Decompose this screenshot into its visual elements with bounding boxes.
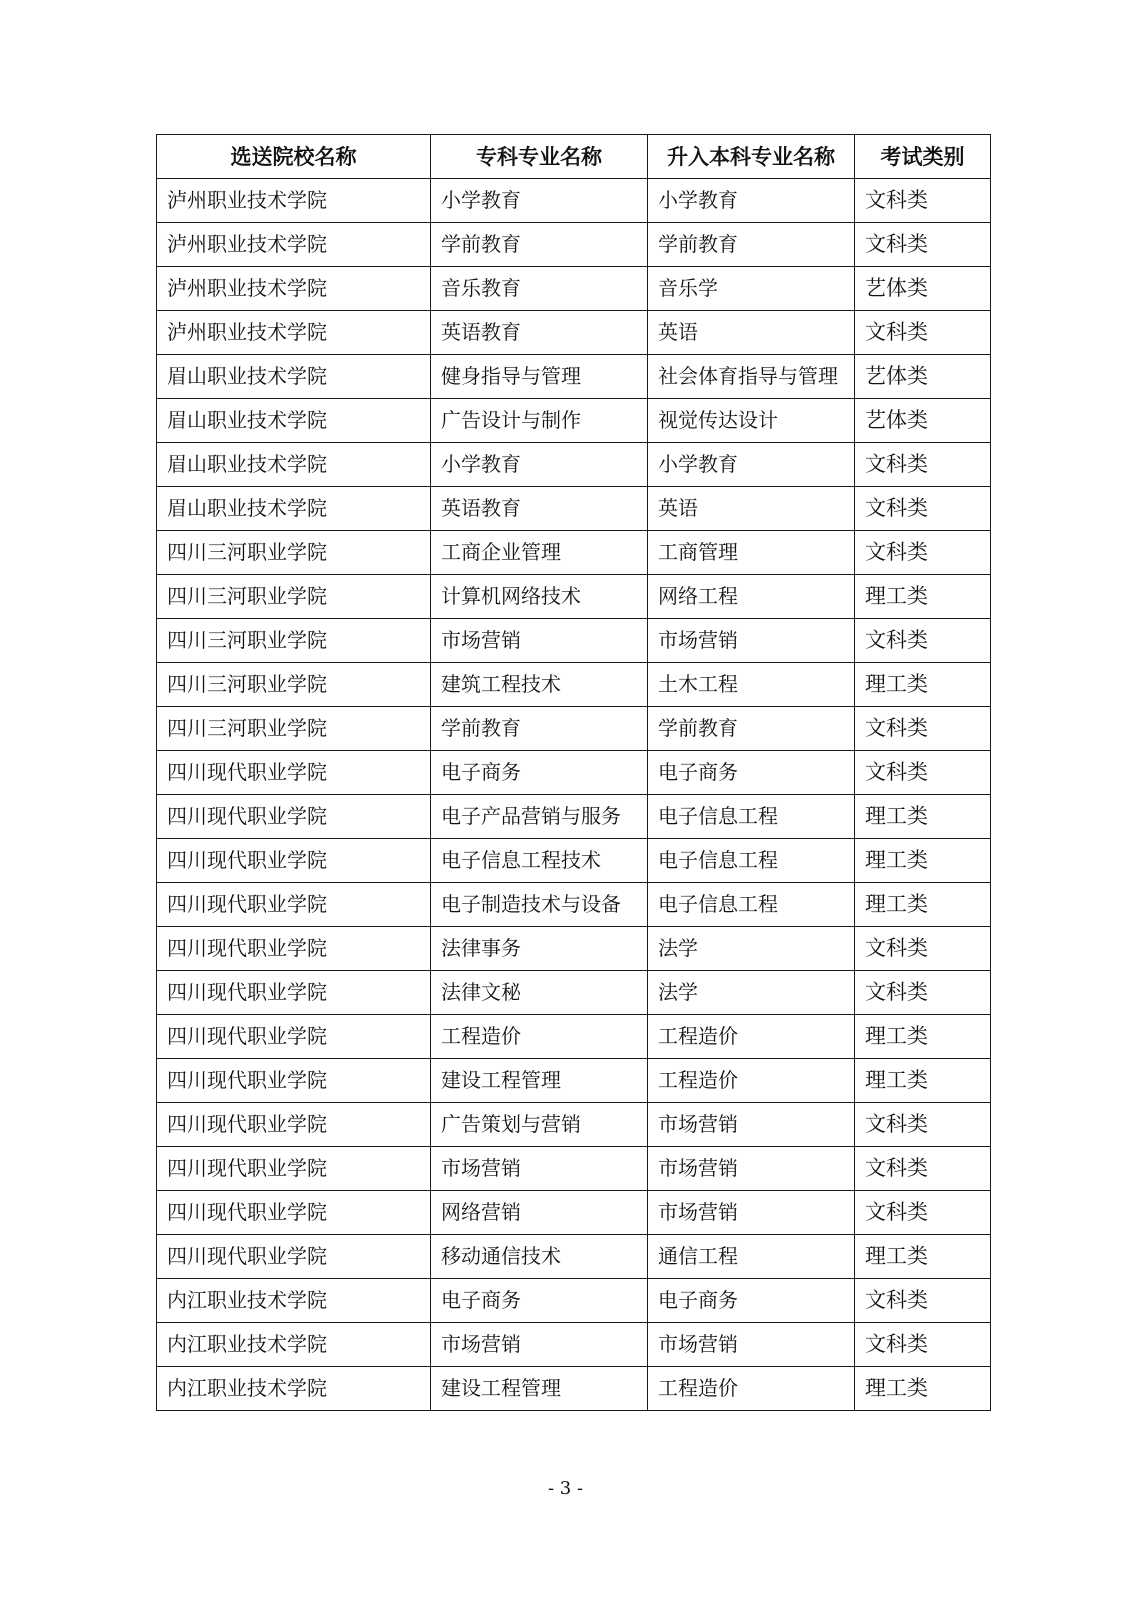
exam-category-cell: 理工类 <box>855 795 991 839</box>
bachelor-major-cell: 学前教育 <box>648 223 855 267</box>
table-row <box>157 179 991 223</box>
school-cell: 四川现代职业学院 <box>157 1235 431 1279</box>
bachelor-major-cell: 市场营销 <box>648 619 855 663</box>
exam-category-cell: 文科类 <box>855 927 991 971</box>
school-cell: 眉山职业技术学院 <box>157 443 431 487</box>
school-cell: 泸州职业技术学院 <box>157 179 431 223</box>
school-cell: 四川三河职业学院 <box>157 707 431 751</box>
school-cell: 四川三河职业学院 <box>157 619 431 663</box>
bachelor-major-cell: 市场营销 <box>648 1103 855 1147</box>
exam-category-cell: 理工类 <box>855 1235 991 1279</box>
bachelor-major-cell: 工商管理 <box>648 531 855 575</box>
exam-category-cell: 文科类 <box>855 751 991 795</box>
exam-category-cell: 文科类 <box>855 179 991 223</box>
table-row <box>157 1367 991 1411</box>
junior-major-cell: 电子商务 <box>431 751 648 795</box>
bachelor-major-cell: 学前教育 <box>648 707 855 751</box>
table-row <box>157 751 991 795</box>
header-bachelor-major: 升入本科专业名称 <box>648 135 855 179</box>
school-cell: 内江职业技术学院 <box>157 1323 431 1367</box>
exam-category-cell: 艺体类 <box>855 267 991 311</box>
school-cell: 眉山职业技术学院 <box>157 487 431 531</box>
junior-major-cell: 建设工程管理 <box>431 1367 648 1411</box>
bachelor-major-cell: 网络工程 <box>648 575 855 619</box>
bachelor-major-cell: 英语 <box>648 311 855 355</box>
table-row <box>157 575 991 619</box>
admissions-table <box>156 134 991 1411</box>
exam-category-cell: 文科类 <box>855 707 991 751</box>
junior-major-cell: 网络营销 <box>431 1191 648 1235</box>
school-cell: 眉山职业技术学院 <box>157 399 431 443</box>
table-row <box>157 707 991 751</box>
junior-major-cell: 广告策划与营销 <box>431 1103 648 1147</box>
junior-major-cell: 工商企业管理 <box>431 531 648 575</box>
school-cell: 四川现代职业学院 <box>157 927 431 971</box>
table-row <box>157 927 991 971</box>
exam-category-cell: 文科类 <box>855 619 991 663</box>
table-row <box>157 1147 991 1191</box>
table-header-row <box>157 135 991 179</box>
junior-major-cell: 小学教育 <box>431 443 648 487</box>
bachelor-major-cell: 社会体育指导与管理 <box>648 355 855 399</box>
bachelor-major-cell: 通信工程 <box>648 1235 855 1279</box>
exam-category-cell: 理工类 <box>855 1015 991 1059</box>
table-row <box>157 355 991 399</box>
table-row <box>157 619 991 663</box>
table-row <box>157 531 991 575</box>
header-school: 选送院校名称 <box>157 135 431 179</box>
junior-major-cell: 法律文秘 <box>431 971 648 1015</box>
bachelor-major-cell: 法学 <box>648 971 855 1015</box>
table-row <box>157 267 991 311</box>
page-number: - 3 - <box>547 1478 584 1499</box>
junior-major-cell: 音乐教育 <box>431 267 648 311</box>
bachelor-major-cell: 市场营销 <box>648 1191 855 1235</box>
bachelor-major-cell: 电子商务 <box>648 751 855 795</box>
table-row <box>157 443 991 487</box>
table-row <box>157 1015 991 1059</box>
school-cell: 四川现代职业学院 <box>157 971 431 1015</box>
table-row <box>157 311 991 355</box>
table-row <box>157 795 991 839</box>
exam-category-cell: 文科类 <box>855 1103 991 1147</box>
school-cell: 四川现代职业学院 <box>157 751 431 795</box>
school-cell: 四川现代职业学院 <box>157 795 431 839</box>
bachelor-major-cell: 工程造价 <box>648 1367 855 1411</box>
junior-major-cell: 建筑工程技术 <box>431 663 648 707</box>
table-row <box>157 663 991 707</box>
bachelor-major-cell: 电子信息工程 <box>648 839 855 883</box>
school-cell: 泸州职业技术学院 <box>157 311 431 355</box>
junior-major-cell: 建设工程管理 <box>431 1059 648 1103</box>
bachelor-major-cell: 市场营销 <box>648 1147 855 1191</box>
school-cell: 眉山职业技术学院 <box>157 355 431 399</box>
table-row <box>157 1323 991 1367</box>
exam-category-cell: 理工类 <box>855 839 991 883</box>
exam-category-cell: 文科类 <box>855 223 991 267</box>
bachelor-major-cell: 小学教育 <box>648 179 855 223</box>
exam-category-cell: 理工类 <box>855 883 991 927</box>
school-cell: 泸州职业技术学院 <box>157 223 431 267</box>
junior-major-cell: 电子制造技术与设备 <box>431 883 648 927</box>
exam-category-cell: 艺体类 <box>855 355 991 399</box>
school-cell: 四川现代职业学院 <box>157 1147 431 1191</box>
table-row <box>157 1279 991 1323</box>
table-row <box>157 1059 991 1103</box>
bachelor-major-cell: 电子信息工程 <box>648 883 855 927</box>
school-cell: 四川现代职业学院 <box>157 1015 431 1059</box>
bachelor-major-cell: 工程造价 <box>648 1059 855 1103</box>
table-row <box>157 971 991 1015</box>
junior-major-cell: 电子信息工程技术 <box>431 839 648 883</box>
exam-category-cell: 文科类 <box>855 1147 991 1191</box>
junior-major-cell: 市场营销 <box>431 619 648 663</box>
table-body <box>157 179 991 1411</box>
school-cell: 四川现代职业学院 <box>157 1191 431 1235</box>
exam-category-cell: 理工类 <box>855 663 991 707</box>
junior-major-cell: 市场营销 <box>431 1323 648 1367</box>
school-cell: 四川三河职业学院 <box>157 575 431 619</box>
exam-category-cell: 理工类 <box>855 1059 991 1103</box>
exam-category-cell: 理工类 <box>855 575 991 619</box>
exam-category-cell: 艺体类 <box>855 399 991 443</box>
header-exam-category: 考试类别 <box>855 135 991 179</box>
exam-category-cell: 文科类 <box>855 971 991 1015</box>
school-cell: 四川现代职业学院 <box>157 883 431 927</box>
junior-major-cell: 健身指导与管理 <box>431 355 648 399</box>
exam-category-cell: 文科类 <box>855 1323 991 1367</box>
junior-major-cell: 移动通信技术 <box>431 1235 648 1279</box>
junior-major-cell: 计算机网络技术 <box>431 575 648 619</box>
table-row <box>157 1103 991 1147</box>
junior-major-cell: 市场营销 <box>431 1147 648 1191</box>
school-cell: 四川三河职业学院 <box>157 663 431 707</box>
bachelor-major-cell: 电子信息工程 <box>648 795 855 839</box>
junior-major-cell: 法律事务 <box>431 927 648 971</box>
school-cell: 四川三河职业学院 <box>157 531 431 575</box>
junior-major-cell: 学前教育 <box>431 223 648 267</box>
exam-category-cell: 理工类 <box>855 1367 991 1411</box>
bachelor-major-cell: 音乐学 <box>648 267 855 311</box>
table-row <box>157 1191 991 1235</box>
junior-major-cell: 小学教育 <box>431 179 648 223</box>
junior-major-cell: 学前教育 <box>431 707 648 751</box>
exam-category-cell: 文科类 <box>855 1279 991 1323</box>
bachelor-major-cell: 法学 <box>648 927 855 971</box>
junior-major-cell: 电子产品营销与服务 <box>431 795 648 839</box>
junior-major-cell: 英语教育 <box>431 487 648 531</box>
bachelor-major-cell: 市场营销 <box>648 1323 855 1367</box>
school-cell: 内江职业技术学院 <box>157 1367 431 1411</box>
junior-major-cell: 英语教育 <box>431 311 648 355</box>
junior-major-cell: 电子商务 <box>431 1279 648 1323</box>
school-cell: 内江职业技术学院 <box>157 1279 431 1323</box>
school-cell: 四川现代职业学院 <box>157 1059 431 1103</box>
school-cell: 四川现代职业学院 <box>157 839 431 883</box>
table-row <box>157 223 991 267</box>
bachelor-major-cell: 土木工程 <box>648 663 855 707</box>
table-row <box>157 487 991 531</box>
table-row <box>157 1235 991 1279</box>
header-junior-major: 专科专业名称 <box>431 135 648 179</box>
exam-category-cell: 文科类 <box>855 531 991 575</box>
exam-category-cell: 文科类 <box>855 311 991 355</box>
table-row <box>157 883 991 927</box>
junior-major-cell: 工程造价 <box>431 1015 648 1059</box>
bachelor-major-cell: 英语 <box>648 487 855 531</box>
bachelor-major-cell: 小学教育 <box>648 443 855 487</box>
school-cell: 泸州职业技术学院 <box>157 267 431 311</box>
bachelor-major-cell: 视觉传达设计 <box>648 399 855 443</box>
exam-category-cell: 文科类 <box>855 487 991 531</box>
bachelor-major-cell: 工程造价 <box>648 1015 855 1059</box>
exam-category-cell: 文科类 <box>855 1191 991 1235</box>
junior-major-cell: 广告设计与制作 <box>431 399 648 443</box>
table-row <box>157 839 991 883</box>
exam-category-cell: 文科类 <box>855 443 991 487</box>
school-cell: 四川现代职业学院 <box>157 1103 431 1147</box>
bachelor-major-cell: 电子商务 <box>648 1279 855 1323</box>
table-row <box>157 399 991 443</box>
